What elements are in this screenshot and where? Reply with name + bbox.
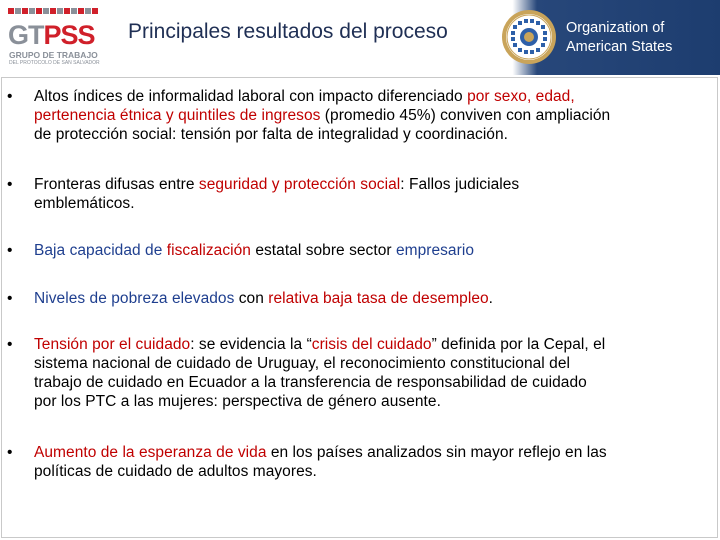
highlight-blue-text: Niveles de pobreza elevados bbox=[34, 290, 235, 307]
bullet-marker: • bbox=[7, 444, 13, 461]
bullet-line bbox=[34, 241, 706, 260]
bullet-text bbox=[34, 175, 706, 213]
bullet-marker: • bbox=[7, 242, 13, 259]
body-text: trabajo de cuidado en Ecuador a la transferencia de responsabilidad de cuidado bbox=[34, 374, 587, 391]
bullet-line bbox=[34, 443, 706, 462]
body-text: en los países analizados sin mayor reflejo en las bbox=[266, 444, 607, 461]
highlight-red-text: seguridad y protección social bbox=[198, 176, 401, 193]
bullet-line bbox=[34, 87, 706, 106]
bullet-text bbox=[34, 335, 706, 411]
bullet-marker: • bbox=[7, 88, 13, 105]
highlight-red-text: fiscalización bbox=[166, 242, 251, 259]
bullet-line bbox=[34, 373, 706, 392]
bullet-line bbox=[34, 175, 706, 194]
body-text: políticas de cuidado de adultos mayores. bbox=[34, 463, 317, 480]
body-text: . bbox=[488, 290, 494, 307]
body-text: de protección social: tensión por falta de integralidad y coordinación. bbox=[34, 126, 509, 143]
bullet-marker: • bbox=[7, 336, 13, 353]
body-text: : se evidencia la “ bbox=[190, 336, 312, 353]
bullet-line bbox=[34, 125, 706, 144]
highlight-blue-text: empresario bbox=[395, 242, 474, 259]
body-text: Altos índices de informalidad laboral con impacto diferenciado bbox=[34, 88, 468, 105]
body-text: con bbox=[234, 290, 269, 307]
gtpss-logo bbox=[0, 0, 110, 75]
bullet-text bbox=[34, 87, 706, 144]
bullet-line bbox=[34, 354, 706, 373]
logo-word-gray: GT bbox=[8, 20, 44, 50]
highlight-red-text: Tensión por el cuidado bbox=[34, 336, 191, 353]
oas-name-line1: Organization of bbox=[566, 20, 665, 36]
highlight-red-text: crisis del cuidado bbox=[311, 336, 432, 353]
body-text: estatal sobre sector bbox=[250, 242, 396, 259]
logo-squares-icon bbox=[8, 6, 100, 18]
content-panel bbox=[1, 77, 718, 538]
body-text: (promedio 45%) conviven con ampliación bbox=[320, 107, 611, 124]
oas-seal-icon bbox=[500, 8, 558, 66]
highlight-red-text: relativa baja tasa de desempleo bbox=[268, 290, 489, 307]
highlight-red-text: Aumento de la esperanza de vida bbox=[34, 444, 267, 461]
body-text: sistema nacional de cuidado de Uruguay, el reconocimiento constitucional del bbox=[34, 355, 570, 372]
bullet-marker: • bbox=[7, 290, 13, 307]
body-text: por los PTC a las mujeres: perspectiva de género ausente. bbox=[34, 393, 441, 410]
bullet-line bbox=[34, 289, 706, 308]
slide-title: Principales resultados del proceso bbox=[128, 20, 448, 43]
logo-subtitle: GRUPO DE TRABAJO bbox=[9, 50, 98, 60]
bullet-line bbox=[34, 462, 706, 481]
bullet-text bbox=[34, 289, 706, 308]
highlight-blue-text: Baja capacidad de bbox=[34, 242, 167, 259]
header-bar bbox=[0, 0, 720, 75]
logo-subtitle-small: DEL PROTOCOLO DE SAN SALVADOR bbox=[9, 60, 100, 66]
bullet-line bbox=[34, 335, 706, 354]
body-text: emblemáticos. bbox=[34, 195, 135, 212]
oas-name bbox=[566, 19, 716, 57]
oas-name-line2: American States bbox=[566, 39, 673, 55]
bullet-line bbox=[34, 194, 706, 213]
logo-word-red: PSS bbox=[43, 20, 95, 50]
bullet-marker: • bbox=[7, 176, 13, 193]
bullet-text bbox=[34, 443, 706, 481]
highlight-red-text: por sexo, edad, bbox=[467, 88, 575, 105]
highlight-red-text: pertenencia étnica y quintiles de ingresos bbox=[34, 107, 321, 124]
body-text: Fronteras difusas entre bbox=[34, 176, 199, 193]
body-text: ” definida por la Cepal, el bbox=[431, 336, 606, 353]
bullet-line bbox=[34, 392, 706, 411]
bullet-line bbox=[34, 106, 706, 125]
bullet-text bbox=[34, 241, 706, 260]
gtpss-logo-mark bbox=[8, 4, 100, 68]
logo-wordmark bbox=[8, 20, 95, 51]
body-text: : Fallos judiciales bbox=[400, 176, 520, 193]
